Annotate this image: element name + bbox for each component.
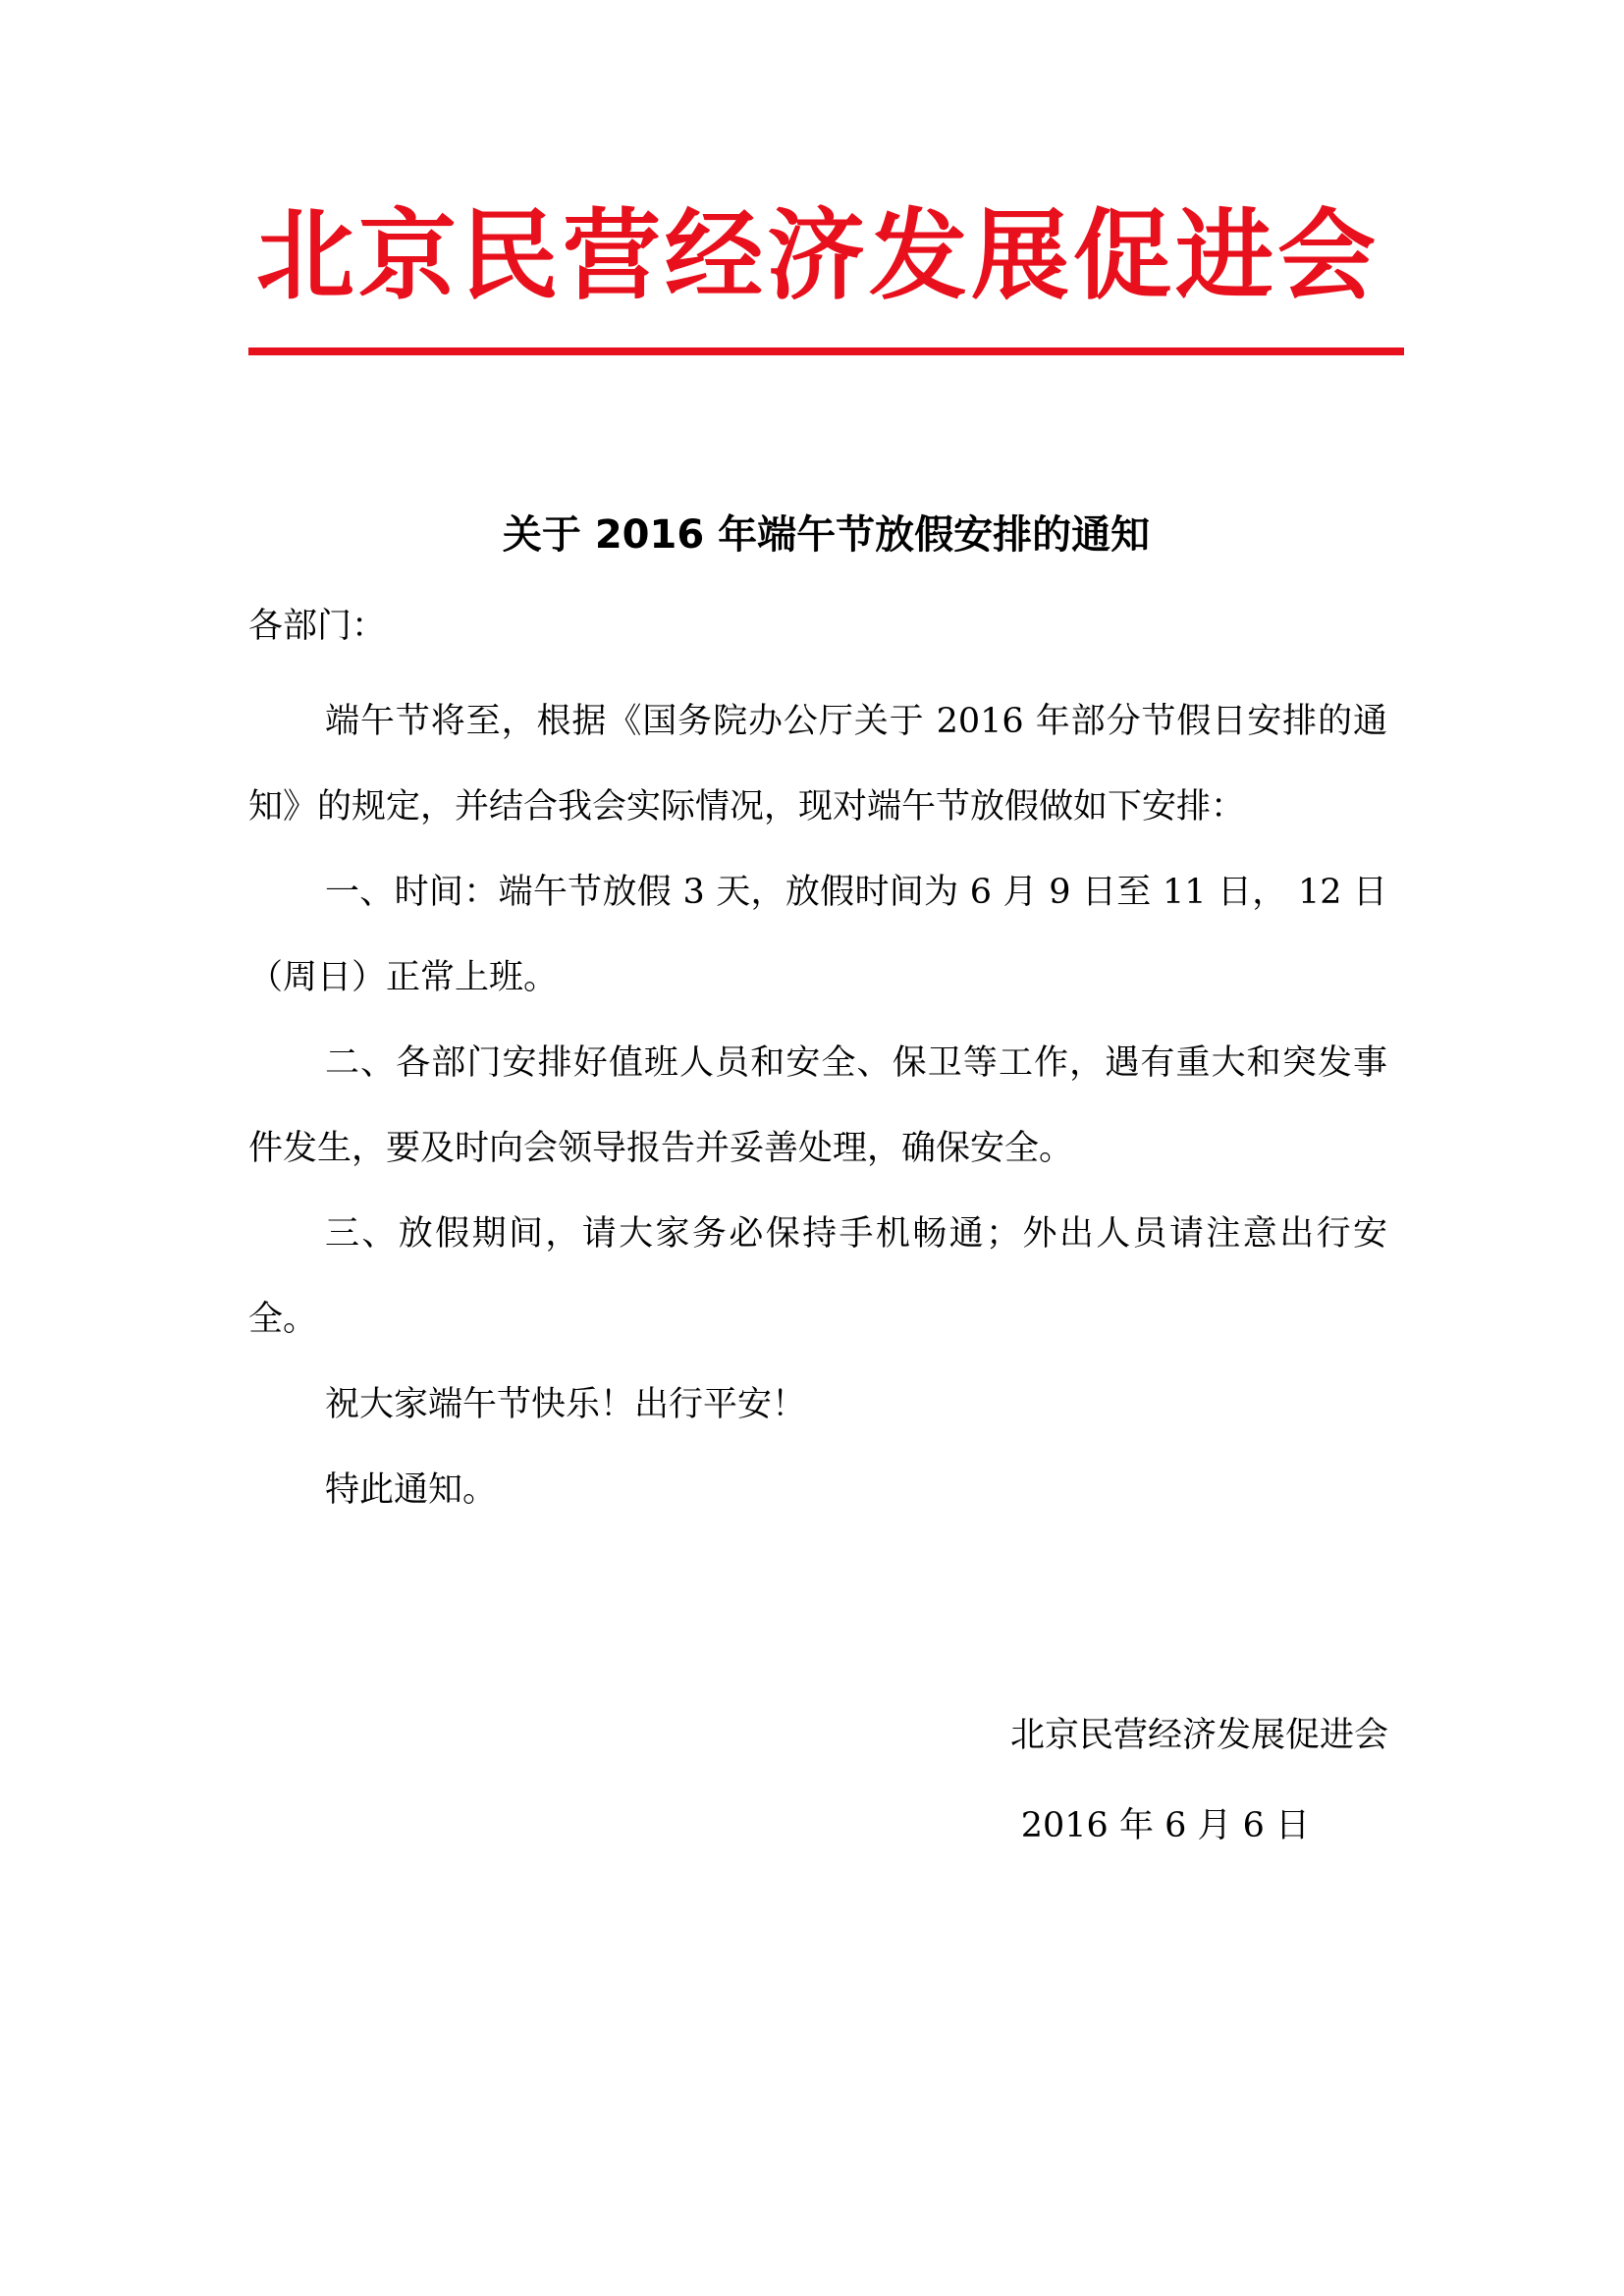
- salutation: 各部门：: [248, 607, 387, 646]
- item-phone-paragraph: 三、放假期间，请大家务必保持手机畅通；外出人员请注意出行安全。: [248, 1214, 1387, 1339]
- letterhead-red-rule: [248, 347, 1404, 355]
- notice-title: 关于 2016 年端午节放假安排的通知: [502, 512, 1151, 558]
- item-time-paragraph: 一、时间：端午节放假 3 天，放假时间为 6 月 9 日至 11 日， 12 日（周日）正常上班。: [248, 873, 1387, 997]
- signature-date: 2016 年 6 月 6 日: [1020, 1806, 1310, 1845]
- notice-body: [248, 679, 1387, 1533]
- signature-organization: 北京民营经济发展促进会: [1009, 1716, 1388, 1755]
- item-duty-paragraph: 二、各部门安排好值班人员和安全、保卫等工作，遇有重大和突发事件发生，要及时向会领导报告并妥善处理，确保安全。: [248, 1043, 1387, 1168]
- intro-paragraph: 端午节将至，根据《国务院办公厅关于 2016 年部分节假日安排的通知》的规定，并结合我会实际情况，现对端午节放假做如下安排：: [248, 702, 1387, 827]
- letterhead-organization-name: 北京民营经济发展促进会: [256, 197, 1380, 313]
- closing-paragraph: 特此通知。: [325, 1470, 498, 1510]
- wishes-paragraph: 祝大家端午节快乐！出行平安！: [325, 1385, 807, 1424]
